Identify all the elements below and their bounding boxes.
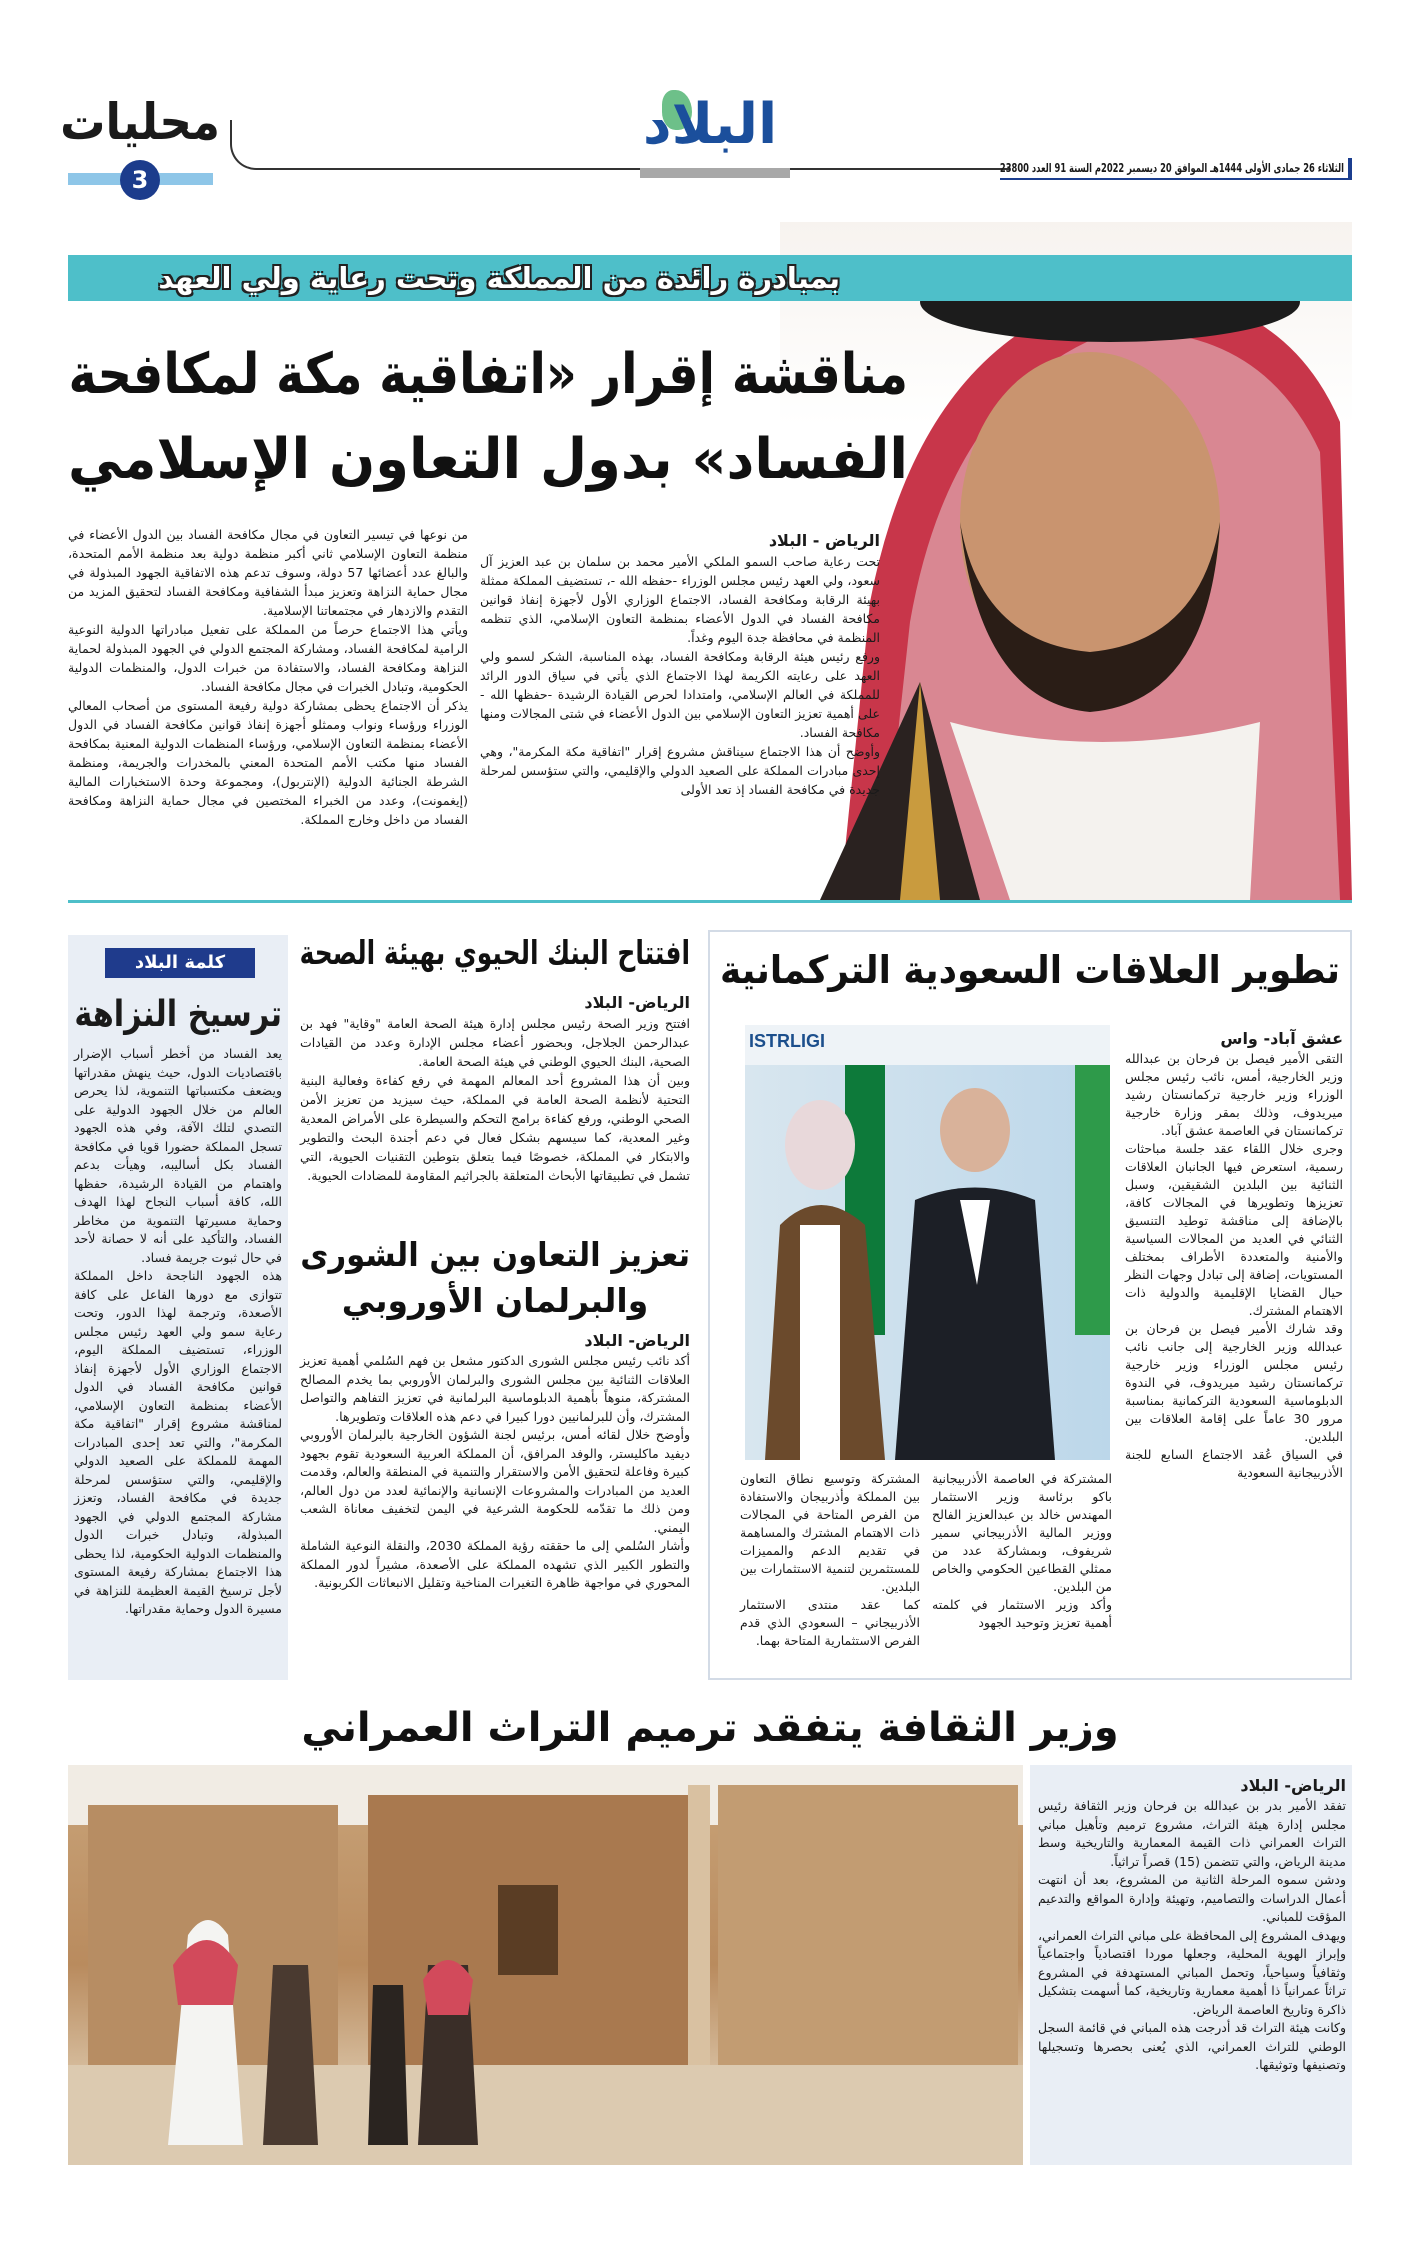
header-rule [230, 120, 1010, 170]
ministers-handshake-photo [745, 1025, 1110, 1460]
paragraph: هذه الجهود الناجحة داخل المملكة تتوازى مع دورها الفاعل على كافة الأصعدة، وترجمة لهذا الدور، وتحت رعاية سمو ولي العهد رئيس مجلس الوزراء، تستضيف المملكة اليوم، الاجتماع الوزاري الأول لأجهزة إنفاذ قوانين مكافحة الفساد في الدول الأعضاء بمنظمة التعاون الإسلامي، لمناقشة مشروع إقرار "اتفاقية مكة المكرمة"، والتي تعد إحدى المبادرات المهمة للمملكة على الصعيد الدولي والإقليمي، والتي ستؤسس لمرحلة جديدة في مكافحة الفساد، وتعزز مشاركة المجتمع الدولي في الجهود المبذولة، وتبادل خبرات الدول والمنظمات الدولية الحكومية، لذا يحظى هذا الاجتماع بمشاركة رفيعة المستوى لأجل ترسيخ القيمة العظيمة للنزاهة في مسيرة الدول وحماية مقدراتها. [74, 1268, 282, 1616]
paragraph: كما عقد منتدى الاستثمار الأذربيجاني – السعودي الذي قدم الفرص الاستثمارية المتاحة بهما. [740, 1597, 920, 1648]
turkmen-col-3 [740, 1470, 920, 1650]
newspaper-logo: البلاد [642, 92, 778, 157]
turkmen-title: تطوير العلاقات السعودية التركمانية [719, 948, 1340, 992]
headline-line-1: مناقشة إقرار «اتفاقية مكة لمكافحة [68, 342, 909, 407]
shura-title-line-2: والبرلمان الأوروبي [341, 1281, 649, 1320]
page-number: 3 [120, 160, 160, 200]
paragraph: وأكد وزير الاستثمار في كلمته أهمية تعزيز وتوحيد الجهود [932, 1597, 1112, 1630]
turkmen-col-1 [1125, 1028, 1343, 1482]
lead-column-2 [68, 525, 468, 829]
paragraph: وبين أن هذا المشروع أحد المعالم المهمة في رفع كفاءة وفعالية البنية التحتية لأنظمة الصحة العامة في المملكة، حيث سيزيد من تعزيز الأمن الصحي الوطني، ورفع كفاءة برامج التحكم والسيطرة على الأمراض المعدية وغير المعدية، كما سيسهم بشكل فعال في دعم أجندة البحث والتطوير والابتكار في المملكة، خصوصًا فيما يتعلق بتوطين التقنيات الحيوية، التي تشمل في تطبيقاتها الأبحاث المتعلقة بالجراثيم المقاومة للمضادات الحيوية. [300, 1073, 690, 1183]
heritage-body [1038, 1775, 1346, 2075]
editorial-body [74, 1045, 282, 1619]
paragraph: أكد نائب رئيس مجلس الشورى الدكتور مشعل بن فهم السُلمي أهمية تعزيز العلاقات الثنائية بين مجلس الشورى والبرلمان الأوروبي بما يخدم المصالح المشتركة، منوهاً بأهمية الدبلوماسية البرلمانية في تعزيز التفاهم والتواصل المشترك، وأن للبرلمانيين دورا كبيرا في دعم هذه العلاقات وتطويرها. [300, 1353, 690, 1424]
paragraph: تفقد الأمير بدر بن عبدالله بن فرحان وزير الثقافة رئيس مجلس إدارة هيئة التراث، مشروع ترميم وتأهيل مباني التراث العمراني ذات القيمة المعمارية والتاريخية وسط مدينة الرياض، والتي تتضمن (15) قصراً تراثياً. [1038, 1798, 1346, 1869]
paragraph: ويأتي هذا الاجتماع حرصاً من المملكة على تفعيل مبادراتها الدولية النوعية الرامية لمكافحة الفساد، ومشاركة المجتمع الدولي في الجهود المبذولة لحماية النزاهة ومكافحة الفساد، والاستفادة من خبرات الدول، والمنظمات الدولية الحكومية، وتبادل الخبرات في مجال مكافحة الفساد. [68, 622, 468, 694]
logo-underbar [640, 168, 790, 178]
paragraph: ورفع رئيس هيئة الرقابة ومكافحة الفساد، بهذه المناسبة، الشكر لسمو ولي العهد على رعايته الكريمة لهذا الاجتماع الذي يأتي في سياق الدور الرائد للمملكة في العالم الإسلامي، وامتدادا لحرص القيادة الرشيدة -حفظها الله - على أهمية تعزيز التعاون الإسلامي بين الدول الأعضاء في شتى المجالات ومنها مكافحة الفساد. [480, 649, 880, 740]
byline: الرياض- البلاد [584, 1331, 690, 1350]
heritage-title: وزير الثقافة يتفقد ترميم التراث العمراني [301, 1705, 1119, 1751]
kicker-text: بمبادرة رائدة من المملكة وتحت رعاية ولي العهد [158, 261, 840, 295]
shura-title-line-1: تعزيز التعاون بين الشورى [300, 1235, 690, 1274]
lead-column-1 [480, 530, 880, 799]
turkmen-col-2 [932, 1470, 1112, 1632]
paragraph: وجرى خلال اللقاء عقد جلسة مباحثات رسمية، استعرض فيها الجانبان العلاقات الثنائية بين البلدين الشقيقين، وسبل تعزيزها وتطويرها في المجالات كافة، بالإضافة إلى مناقشة توطيد التنسيق الثنائي في العديد من المجالات السياسية والأمنية والمتعددة الأطراف بمختلف المستويات، إضافة إلى تبادل وجهات النظر حيال القضايا الإقليمية والدولية ذات الاهتمام المشترك. [1125, 1141, 1343, 1318]
paragraph: وأوضح خلال لقائه أمس، برئيس لجنة الشؤون الخارجية بالبرلمان الأوروبي ديفيد ماكليستر، والوفد المرافق، أن المملكة العربية السعودية تقوم بجهود كبيرة وفاعلة لتحقيق الأمن والاستقرار والتنمية في المنطقة والعالم، وقدمت العديد من المبادرات والمشروعات الإنسانية والإنمائية لعدد من دول العالم، ومن ذلك ما تقدّمه للحكومة الشرعية في اليمن لتخفيف معاناة الشعب اليمني. [300, 1427, 690, 1535]
paragraph: وأوضح أن هذا الاجتماع سيناقش مشروع إقرار "اتفاقية مكة المكرمة"، وهي إحدى مبادرات المملكة على الصعيد الدولي والإقليمي، والتي ستؤسس لمرحلة جديدة في مكافحة الفساد إذ تعد الأولى [480, 744, 880, 797]
byline: الرياض- البلاد [1240, 1776, 1346, 1795]
paragraph: يذكر أن الاجتماع يحظى بمشاركة دولية رفيعة المستوى من أصحاب المعالي الوزراء ورؤساء ونواب وممثلو أجهزة إنفاذ قوانين مكافحة الفساد في الدول الأعضاء بمنظمة التعاون الإسلامي، ورؤساء المنظمات الدولية المعنية بمكافحة الفساد منها مكتب الأمم المتحدة المعني بالمخدرات والجريمة، ومنظمة الشرطة الجنائية الدولية (الإنتربول)، ومجموعة وحدة الاستخبارات المالية (إيغمونت)، وعدد من الخبراء المختصين في مجال حماية النزاهة ومكافحة الفساد من داخل وخارج المملكة. [68, 698, 468, 827]
paragraph: وقد شارك الأمير فيصل بن فرحان بن عبدالله وزير الخارجية إلى جانب نائب رئيس مجلس الوزراء وزير خارجية تركمانستان رشيد ميريدوف، في الندوة الدبلوماسية السعودية التركمانية بمناسبة مرور 30 عاماً على إقامة العلاقات بين البلدين. [1125, 1321, 1343, 1444]
backdrop-text: ISTRLIGI [749, 1031, 825, 1051]
headline-line-2: الفساد» بدول التعاون الإسلامي [68, 427, 908, 492]
paragraph: المشتركة في العاصمة الأذربيجانية باكو برئاسة وزير الاستثمار المهندس خالد بن عبدالعزيز الفالح ووزير المالية الأذربيجاني سمير شريفوف، وبمشاركة عدد من ممثلي القطاعين الحكومي والخاص من البلدين. [932, 1471, 1112, 1594]
paragraph: من نوعها في تيسير التعاون في مجال مكافحة الفساد بين الدول الأعضاء في منظمة التعاون الإسلامي ثاني أكبر منظمة دولية بعد منظمة الأمم المتحدة، والبالغ عدد أعضائها 57 دولة، وسوف تدعم هذه الاتفاقية الجهود المبذولة في مجال حماية النزاهة وتعزيز مبدأ الشفافية ومكافحة الفساد لتحقيق المزيد من التقدم والازدهار في مجتمعاتنا الإسلامية. [68, 527, 468, 618]
byline: الرياض - البلاد [768, 531, 880, 550]
section-divider [68, 900, 1352, 903]
shura-body [300, 1330, 690, 1593]
heritage-site-photo [68, 1765, 1023, 2165]
paragraph: التقى الأمير فيصل بن فرحان بن عبدالله وزير الخارجية، أمس، نائب رئيس مجلس الوزراء وزير خارجية تركمانستان رشيد ميريدوف، وذلك بمقر وزارة خارجية تركمانستان في العاصمة عشق آباد. [1125, 1051, 1343, 1138]
paragraph: في السياق عُقد الاجتماع السابع للجنة الأذربيجانية السعودية [1125, 1447, 1343, 1480]
editorial-title: ترسيخ النزاهة [74, 994, 282, 1035]
paragraph: وأشار السُلمي إلى ما حققته رؤية المملكة 2030، والنقلة النوعية الشاملة والتطور الكبير الذي تشهده المملكة على الأصعدة، مشيراً لدور المملكة المحوري في مواجهة ظاهرة التغيرات المناخية وتقليل الانبعاثات الكربونية. [300, 1538, 691, 1590]
paragraph: افتتح وزير الصحة رئيس مجلس إدارة هيئة الصحة العامة "وقاية" فهد بن عبدالرحمن الجلاجل، وبحضور أعضاء مجلس الإدارة وعدد من القيادات الصحية، البنك الحيوي الوطني في هيئة الصحة العامة. [300, 1016, 690, 1069]
paragraph: يعد الفساد من أخطر أسباب الإضرار باقتصاديات الدول، حيث ينهش مقدراتها ويضعف مكتسباتها التنموية، لذا يحرص العالم من خلال الجهود الدولية على التصدي لتلك الآفة، وفي هذه الجهود تسجل المملكة حضورا قويا في مكافحة الفساد بكل أساليبه، وهيأت بدعم واهتمام من القيادة الرشيدة، حفظها الله، كافة أسباب النجاح لهذا الهدف وحماية مسيرتها التنموية من مخاطر الفساد، والتأكيد على أنه لا حصانة لأحد في حال ثبوت جريمة فساد. [74, 1046, 282, 1265]
byline: الرياض- البلاد [584, 993, 690, 1012]
biobank-title: افتتاح البنك الحيوي بهيئة الصحة [299, 933, 690, 972]
paragraph: ويهدف المشروع إلى المحافظة على مباني التراث العمراني، وإبراز الهوية المحلية، وجعلها موردا اقتصادياً واجتماعياً وثقافياً وسياحياً، وتحمل المباني المستهدفة في المشروع تراثاً عمرانياً ذا أهمية معمارية وتاريخية، كما أسهمت بتشكيل ذاكرة وتاريخ العاصمة الرياض. [1038, 1927, 1346, 2017]
byline: عشق آباد- واس [1220, 1029, 1343, 1048]
dateline: الثلاثاء 26 جمادى الأولى 1444هـ الموافق 20 ديسمبر 2022م السنة 91 العدد 23800 [999, 161, 1344, 175]
biobank-body [300, 992, 690, 1185]
editorial-badge: كلمة البلاد [105, 948, 255, 978]
paragraph: تحت رعاية صاحب السمو الملكي الأمير محمد بن سلمان بن عبد العزيز آل سعود، ولي العهد رئيس مجلس الوزراء -حفظه الله -، تستضيف المملكة ممثلة بهيئة الرقابة ومكافحة الفساد، الاجتماع الوزاري الأول لأجهزة إنفاذ قوانين مكافحة الفساد في الدول الأعضاء بمنظمة التعاون الإسلامي، الذي تنظمه المنظمة في محافظة جدة اليوم وغداً. [480, 554, 880, 645]
paragraph: وكانت هيئة التراث قد أدرجت هذه المباني في قائمة السجل الوطني للتراث العمراني، الذي يُعنى بحصرها وتسجيلها وتصنيفها وتوثيقها. [1038, 2020, 1346, 2072]
section-title: محليات [60, 93, 220, 151]
paragraph: المشتركة وتوسيع نطاق التعاون بين المملكة وأذربيجان والاستفادة من الفرص المتاحة في المجالات ذات الاهتمام المشترك والمساهمة في تقديم الدعم والمميزات للمستثمرين لتنمية الاستثمارات بين البلدين. [740, 1471, 920, 1594]
paragraph: ودشن سموه المرحلة الثانية من المشروع، بعد أن انتهت أعمال الدراسات والتصاميم، وتهيئة وإدارة المواقع والتدعيم المؤقت للمباني. [1038, 1872, 1346, 1924]
